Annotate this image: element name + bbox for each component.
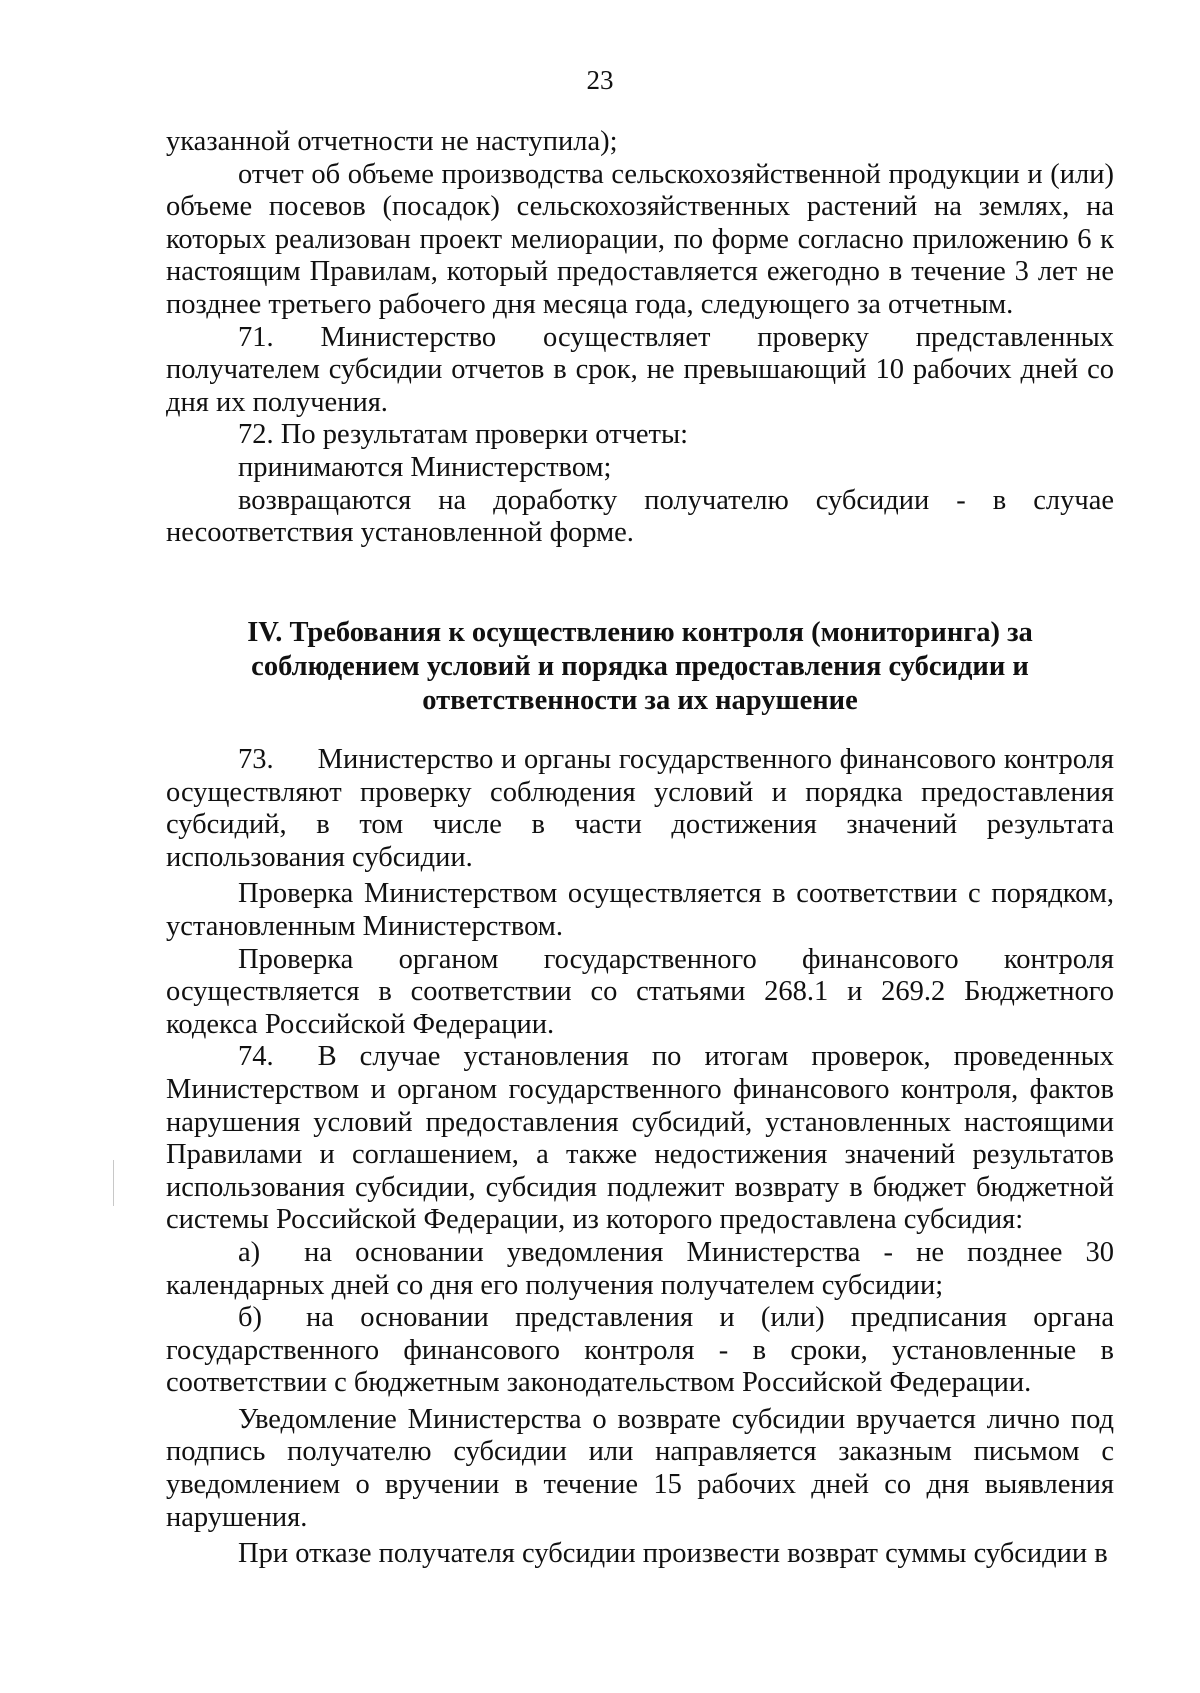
list-item-a (166, 1237, 1114, 1302)
paragraph-74-number: 74. (238, 1041, 274, 1073)
top-text-block (166, 126, 1114, 550)
paragraph-74-text: В случае установления по итогам проверок, проведенных Министерством и органом государственного финансового контроля, фактов нарушения условий предоставления субсидий, установленных настоящими Правилами и соглашением, а также недостижения значений результатов использования субсидии, субсидия подлежит возврату в бюджет бюджетной системы Российской Федерации, из которого предоставлена субсидия: (166, 1041, 1114, 1236)
margin-scan-mark (113, 1160, 114, 1206)
paragraph-production-report: отчет об объеме производства сельскохозяйственной продукции и (или) объеме посевов (посадок) сельскохозяйственных растений на землях, на которых реализован проект мелиорации, по форме согласно приложению 6 к настоящим Правилам, который предоставляется ежегодно в течение 3 лет не позднее третьего рабочего дня месяца года, следующего за отчетным. (166, 158, 1114, 320)
paragraph-72-returned: возвращаются на доработку получателю субсидии - в случае несоответствия установленной форме. (166, 484, 1114, 549)
paragraph-71: 71. Министерство осуществляет проверку представленных получателем субсидии отчетов в срок, не превышающий 10 рабочих дней со дня их получения. (166, 321, 1114, 418)
paragraph-72: 72. По результатам проверки отчеты: (238, 419, 689, 451)
list-item-a-text: на основании уведомления Министерства - не позднее 30 календарных дней со дня его получения получателем субсидии; (166, 1236, 1114, 1301)
section-heading-line-3: ответственности за их нарушение (422, 685, 858, 716)
section-heading-line-2: соблюдением условий и порядка предоставления субсидии и (251, 651, 1029, 682)
paragraph-73-control-check: Проверка органом государственного финансового контроля осуществляется в соответствии со статьями 268.1 и 269.2 Бюджетного кодекса Российской Федерации. (166, 943, 1114, 1040)
section-heading-line-1: IV. Требования к осуществлению контроля (мониторинга) за (247, 617, 1033, 648)
paragraph-73-number: 73. (238, 744, 274, 775)
paragraph-continuation: указанной отчетности не наступила); (166, 126, 618, 157)
bottom-text-block (166, 744, 1114, 1571)
paragraph-73-ministry-check: Проверка Министерством осуществляется в соответствии с порядком, установленным Министерством. (166, 878, 1114, 942)
paragraph-refusal: При отказе получателя субсидии произвести возврат суммы субсидии в (238, 1538, 1108, 1570)
list-item-b-label: б) (238, 1302, 262, 1334)
paragraph-74 (166, 1041, 1114, 1237)
paragraph-notice: Уведомление Министерства о возврате субсидии вручается лично под подпись получателю субсидии или направляется заказным письмом с уведомлением о вручении в течение 15 рабочих дней со дня выявления нарушения. (166, 1403, 1114, 1533)
list-item-b-text: на основании представления и (или) предписания органа государственного финансового контроля - в сроки, установленные в соответствии с бюджетным законодательством Российской Федерации. (166, 1302, 1114, 1399)
paragraph-73-text: Министерство и органы государственного финансового контроля осуществляют проверку соблюдения условий и порядка предоставления субсидий, в том числе в части достижения значений результата использования субсидии. (166, 744, 1114, 873)
list-item-a-label: а) (238, 1236, 261, 1268)
paragraph-72-accepted: принимаются Министерством; (238, 451, 612, 483)
page-number: 23 (586, 65, 614, 95)
paragraph-73 (166, 744, 1114, 874)
section-heading (190, 616, 1090, 718)
list-item-b (166, 1302, 1114, 1400)
